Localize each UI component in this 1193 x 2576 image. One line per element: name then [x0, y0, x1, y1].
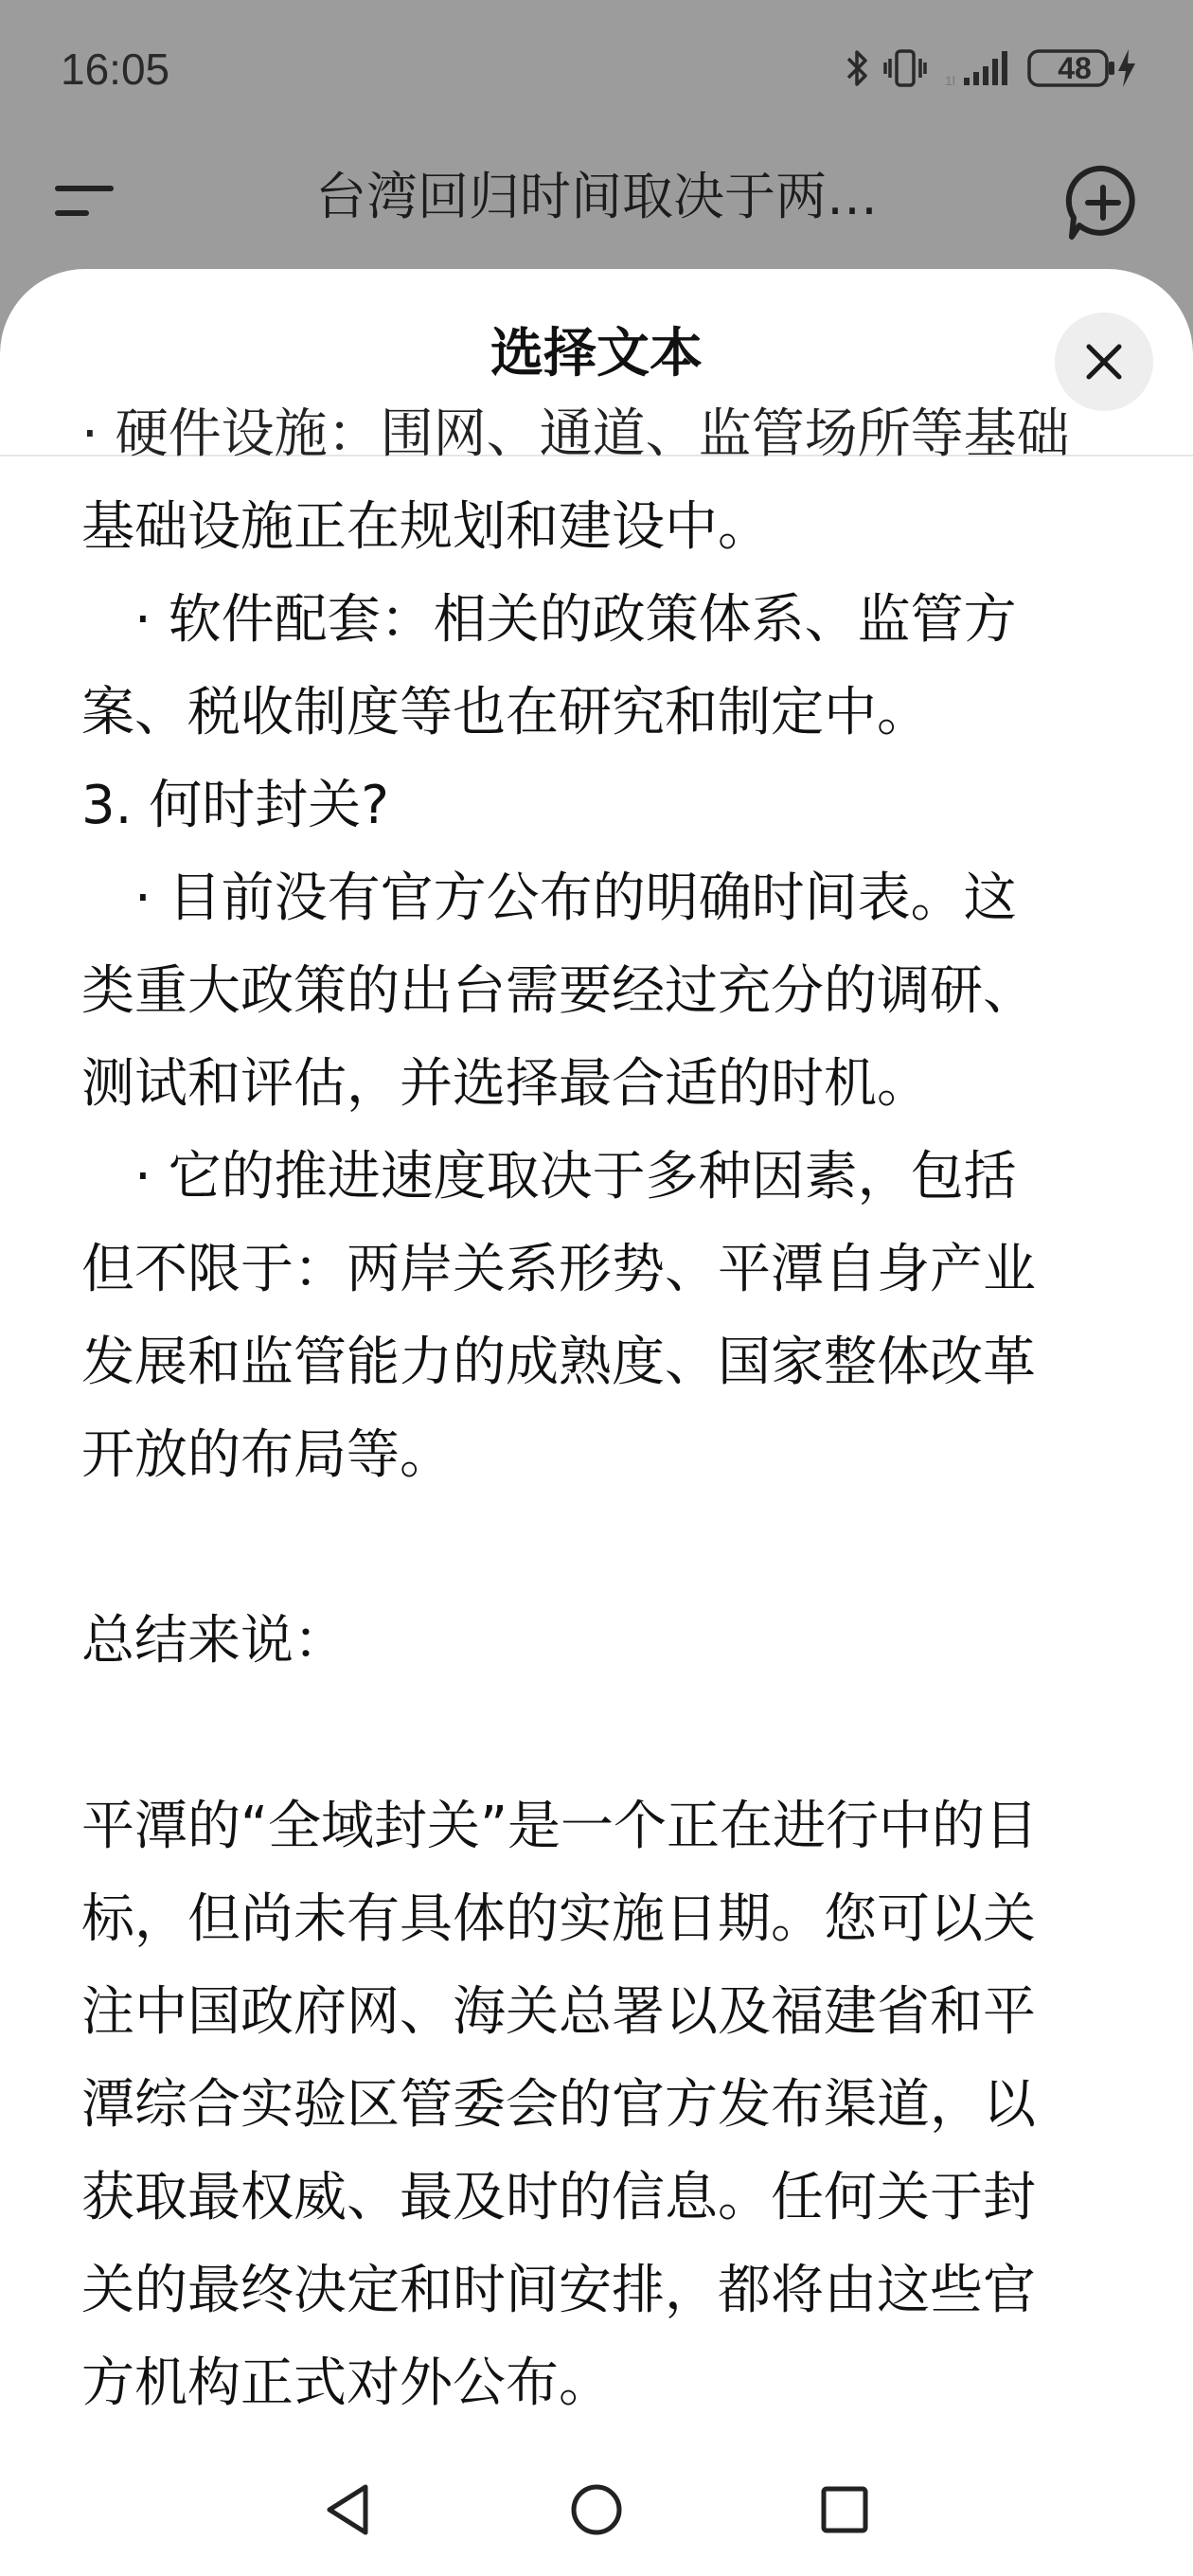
text-line: 发展和监管能力的成熟度、国家整体改革: [81, 1332, 1036, 1393]
section-heading: 3. 何时封关?: [81, 775, 389, 836]
text-line: 测试和评估，并选择最合适的时机。: [81, 1053, 930, 1115]
recents-icon: [814, 2479, 875, 2540]
text-line: 潭综合实验区管委会的官方发布渠道，以: [81, 2074, 1036, 2136]
svg-text:1l: 1l: [945, 73, 955, 88]
select-text-sheet: [0, 269, 1193, 2576]
menu-icon: [42, 163, 127, 239]
conversation-title: 台湾回归时间取决于两…: [315, 167, 878, 226]
clipped-text-line: [81, 403, 1123, 481]
text-line: · 它的推进速度取决于多种因素，包括: [134, 1146, 1017, 1208]
clipped-text: · 硬件设施：围网、通道、监管场所等基础: [81, 403, 1070, 465]
status-time: 16:05: [61, 45, 170, 94]
home-icon: [566, 2479, 627, 2540]
signal-icon: [943, 47, 1011, 89]
text-line: 注中国政府网、海关总署以及福建省和平: [81, 1981, 1036, 2043]
text-line: 方机构正式对外公布。: [81, 2352, 612, 2414]
close-icon: [1083, 341, 1125, 383]
vibrate-icon: [882, 47, 928, 89]
text-line: · 软件配套：相关的政策体系、监管方: [134, 589, 1017, 651]
text-line: 基础设施正在规划和建设中。: [81, 496, 771, 558]
new-chat-button[interactable]: [1060, 159, 1146, 244]
app-bar: [0, 133, 1193, 265]
charging-icon: [1115, 47, 1138, 89]
text-line: 获取最权威、最及时的信息。任何关于封: [81, 2167, 1036, 2228]
text-line: 平潭的“全域封关”是一个正在进行中的目: [81, 1796, 1039, 1857]
blank-line: [81, 1688, 1123, 1780]
back-icon: [318, 2479, 379, 2540]
sheet-title: 选择文本: [490, 323, 703, 385]
bluetooth-icon: [843, 47, 871, 89]
back-button[interactable]: [301, 2462, 396, 2557]
text-line: · 目前没有官方公布的明确时间表。这: [134, 868, 1017, 929]
summary-heading: 总结来说：: [81, 1610, 347, 1672]
status-bar: [0, 0, 1193, 133]
recents-button[interactable]: [797, 2462, 892, 2557]
text-line: 关的最终决定和时间安排，都将由这些官: [81, 2260, 1036, 2321]
text-line: 标，但尚未有具体的实施日期。您可以关: [81, 1888, 1036, 1950]
menu-button[interactable]: [42, 163, 127, 239]
text-line: 案、税收制度等也在研究和制定中。: [81, 682, 930, 743]
battery-level: 48: [1058, 51, 1092, 85]
system-nav-bar: [0, 2443, 1193, 2576]
selectable-text[interactable]: [81, 403, 1123, 2414]
text-line: 但不限于：两岸关系形势、平潭自身产业: [81, 1239, 1036, 1300]
home-button[interactable]: [549, 2462, 644, 2557]
blank-line: [81, 1502, 1123, 1595]
new-chat-icon: [1060, 159, 1146, 244]
text-line: 类重大政策的出台需要经过充分的调研、: [81, 960, 1036, 1022]
text-line: 开放的布局等。: [81, 1424, 453, 1486]
